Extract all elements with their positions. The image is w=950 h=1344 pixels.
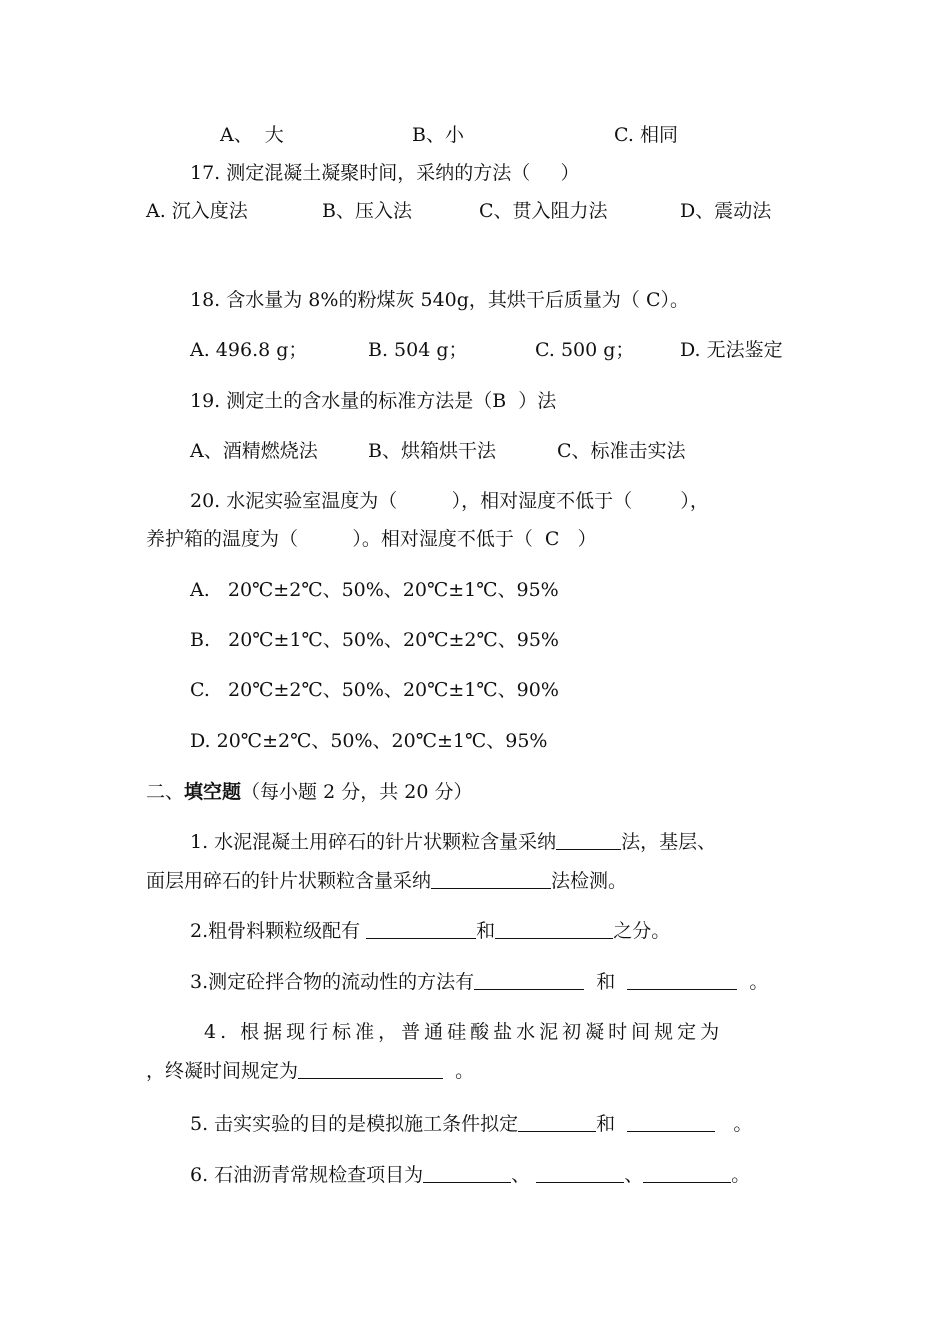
fill5-text-a: 5. 击实实验的目的是模拟施工条件拟定 xyxy=(190,1113,519,1135)
q16-option-a: A、 大 xyxy=(220,124,284,146)
fill1-text-d: 法检测。 xyxy=(551,870,628,892)
q19-option-c: C、标准击实法 xyxy=(557,440,686,462)
fill5-blank2[interactable] xyxy=(627,1113,715,1132)
fill6-text-b: 、 xyxy=(511,1164,537,1186)
fill5-text-b: 和 xyxy=(596,1113,628,1135)
section2-title: 填空题 xyxy=(184,781,242,803)
section2-heading xyxy=(146,780,472,804)
q20-option-c: C. 20℃±2℃、50%、20℃±1℃、90% xyxy=(190,679,559,701)
fill3-line xyxy=(190,970,768,994)
fill3-blank1[interactable] xyxy=(474,971,584,990)
fill4-text-a: ，终凝时间规定为 xyxy=(146,1060,299,1082)
fill3-text-b: 和 xyxy=(584,971,628,993)
fill4-blank[interactable] xyxy=(298,1060,443,1079)
fill1-text-a: 1. 水泥混凝土用碎石的针片状颗粒含量采纳 xyxy=(190,831,557,853)
q18-option-b: B. 504 g； xyxy=(368,339,468,361)
fill1-blank2[interactable] xyxy=(431,870,551,889)
fill2-text-c: 之分。 xyxy=(613,920,671,942)
q17-option-b: B、压入法 xyxy=(322,200,412,222)
fill1-text-b: 法，基层、 xyxy=(621,831,717,853)
fill4-text-b: 。 xyxy=(443,1060,475,1082)
fill3-text-a: 3.测定砼拌合物的流动性的方法有 xyxy=(190,971,475,993)
q19-option-a: A、酒精燃烧法 xyxy=(190,440,318,462)
fill2-text-b: 和 xyxy=(476,920,496,942)
fill3-text-c: 。 xyxy=(737,971,769,993)
fill2-blank2[interactable] xyxy=(495,920,613,939)
fill6-blank1[interactable] xyxy=(423,1164,511,1183)
fill6-blank3[interactable] xyxy=(643,1164,731,1183)
fill6-text-c: 、 xyxy=(624,1164,644,1186)
q18-option-a: A. 496.8 g； xyxy=(190,339,308,361)
fill4-line2 xyxy=(146,1059,474,1083)
q16-option-b: B、小 xyxy=(412,124,464,146)
q17-option-d: D、震动法 xyxy=(680,200,772,222)
q17-option-a: A. 沉入度法 xyxy=(146,200,248,222)
q20-option-d: D. 20℃±2℃、50%、20℃±1℃、95% xyxy=(190,730,548,752)
section2-note: （每小题 2 分，共 20 分） xyxy=(241,781,473,803)
fill5-blank1[interactable] xyxy=(518,1113,596,1132)
q20-stem-line1: 20. 水泥实验室温度为（ ），相对湿度不低于（ ）， xyxy=(190,490,709,512)
q19-stem: 19. 测定土的含水量的标准方法是（B ）法 xyxy=(190,390,557,412)
q20-option-b: B. 20℃±1℃、50%、20℃±2℃、95% xyxy=(190,629,559,651)
fill6-text-d: 。 xyxy=(731,1164,751,1186)
fill2-blank1[interactable] xyxy=(366,920,476,939)
q16-option-c: C. 相同 xyxy=(614,124,678,146)
q17-stem: 17. 测定混凝土凝聚时间，采纳的方法（ ） xyxy=(190,162,580,184)
section2-prefix: 二、 xyxy=(146,781,185,803)
fill3-blank2[interactable] xyxy=(627,971,737,990)
q20-stem-line2: 养护箱的温度为（ ）。相对湿度不低于（ C ） xyxy=(146,528,597,550)
q17-option-c: C、贯入阻力法 xyxy=(479,200,608,222)
fill2-text-a: 2.粗骨料颗粒级配有 xyxy=(190,920,367,942)
q18-option-d: D. 无法鉴定 xyxy=(680,339,783,361)
fill5-text-c: 。 xyxy=(715,1113,753,1135)
q20-option-a: A. 20℃±2℃、50%、20℃±1℃、95% xyxy=(190,579,559,601)
fill6-blank2[interactable] xyxy=(536,1164,624,1183)
fill1-blank1[interactable] xyxy=(556,831,621,850)
fill1-line1 xyxy=(190,830,716,854)
fill2-line xyxy=(190,919,670,943)
fill6-line xyxy=(190,1163,750,1187)
fill1-text-c: 面层用碎石的针片状颗粒含量采纳 xyxy=(146,870,432,892)
q18-option-c: C. 500 g； xyxy=(535,339,635,361)
q19-option-b: B、烘箱烘干法 xyxy=(368,440,496,462)
fill1-line2 xyxy=(146,869,627,893)
fill4-line1: 4. 根据现行标准，普通硅酸盐水泥初凝时间规定为 xyxy=(204,1021,724,1043)
fill6-text-a: 6. 石油沥青常规检查项目为 xyxy=(190,1164,424,1186)
fill5-line xyxy=(190,1112,752,1136)
q18-stem: 18. 含水量为 8%的粉煤灰 540g，其烘干后质量为（ C）。 xyxy=(190,289,689,311)
